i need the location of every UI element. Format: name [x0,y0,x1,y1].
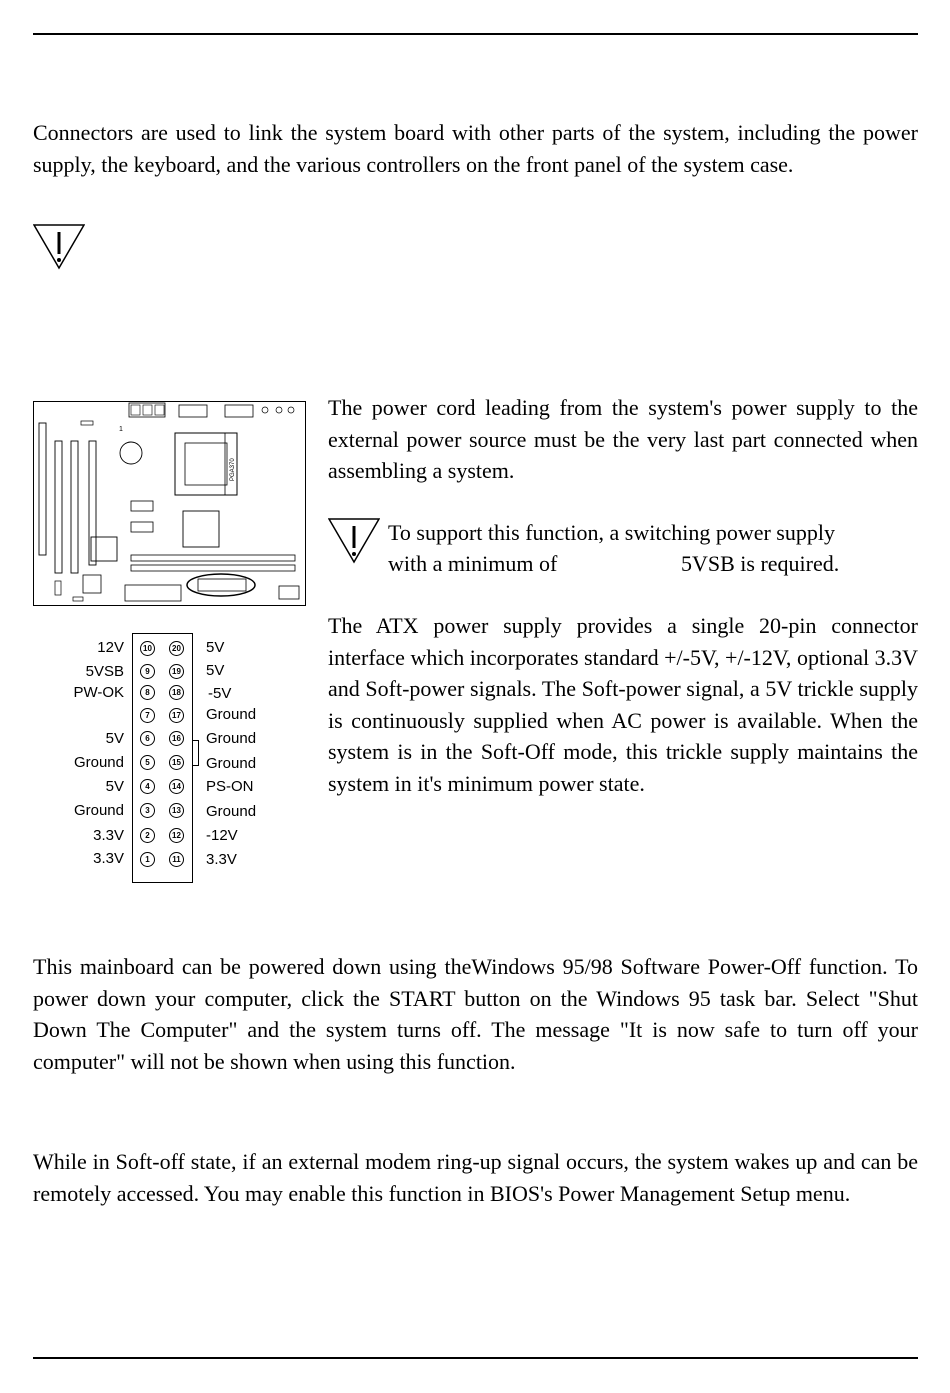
pin-label-right: 5V [206,662,225,679]
connectors-intro-paragraph: Connectors are used to link the system board with other parts of the system, including the power supply, the keyboard, and the various controllers on the front panel of the system case. [33,120,918,177]
warning-triangle-icon [328,518,380,564]
soft-power-warning-line2a: with a minimum of [388,551,558,576]
pin-label-right: Ground [206,730,257,747]
pin-number: 16 [169,731,184,746]
pin-number: 9 [140,664,155,679]
pin-number: 7 [140,708,155,723]
soft-off-paragraph: This mainboard can be powered down using theWindows 95/98 Software Power-Off function. To power down your computer, click the START button on the Windows 95 task bar. Select "Shut Down The Computer" and the system turns off. The message "It is now safe to turn off your computer" will not be shown when using this function. [33,954,918,1074]
mainboard-layout-diagram [33,401,306,606]
pin-label-right: Ground [206,706,257,723]
pin-label-left: 5V [105,778,124,795]
soft-power-warning-line2b: 5VSB is required. [681,551,840,576]
pin-number: 14 [169,779,184,794]
pin-number: 8 [140,685,155,700]
pin-number: 19 [169,664,184,679]
pin-label-right: -5V [208,685,232,702]
bottom-rule [33,1357,918,1359]
pin-label-left: 5V [105,730,124,747]
pin-number: 17 [169,708,184,723]
pin-label-left: Ground [73,754,124,771]
power-cord-paragraph: The power cord leading from the system's power supply to the external power source must be the very last part connected when assembling a system. [328,395,918,483]
atx-power-connector-pinout [40,630,300,885]
pin-label-left: 3.3V [93,827,124,844]
atx-supply-paragraph: The ATX power supply provides a single 20-pin connector interface which incorporates standard +/-5V, +/-12V, optional 3.3V and Soft-power signals. The Soft-power signal, a 5V trickle supply is continuously supplied when AC power is available. When the system is in the Soft-Off mode, this trickle supply maintains the system in it's minimum power state. [328,613,918,796]
atx-connector-latch [192,740,199,766]
pin-label-left: 3.3V [93,850,124,867]
pin-number: 13 [169,803,184,818]
pin-number: 2 [140,828,155,843]
soft-power-warning-line1: To support this function, a switching power supply [388,520,835,545]
pin-number: 12 [169,828,184,843]
pin-number: 1 [140,852,155,867]
pin-number: 10 [140,641,155,656]
pin-label-right: 3.3V [206,851,237,868]
pin-label-right: 5V [206,639,225,656]
pin-label-right: Ground [206,755,257,772]
pin-label-left: PW-OK [73,684,124,701]
ring-up-paragraph: While in Soft-off state, if an external modem ring-up signal occurs, the system wakes up and can be remotely accessed. You may enable this function in BIOS's Power Management Setup menu. [33,1149,918,1206]
pin-label-left: 5VSB [85,663,124,680]
board-pin1-marker: 1 [119,426,123,433]
pin-label-right: Ground [206,803,257,820]
pin-number: 5 [140,755,155,770]
pin-label-left: Ground [73,802,124,819]
pin-number: 18 [169,685,184,700]
warning-triangle-icon [33,224,85,270]
pin-number: 4 [140,779,155,794]
pin-number: 20 [169,641,184,656]
top-rule [33,33,918,35]
pin-number: 11 [169,852,184,867]
pin-number: 15 [169,755,184,770]
pin-label-left: 12V [97,639,124,656]
pin-number: 6 [140,731,155,746]
pin-number: 3 [140,803,155,818]
pin-label-right: -12V [206,827,238,844]
pin-label-right: PS-ON [206,778,254,795]
board-socket-label: PGA370 [230,458,236,481]
